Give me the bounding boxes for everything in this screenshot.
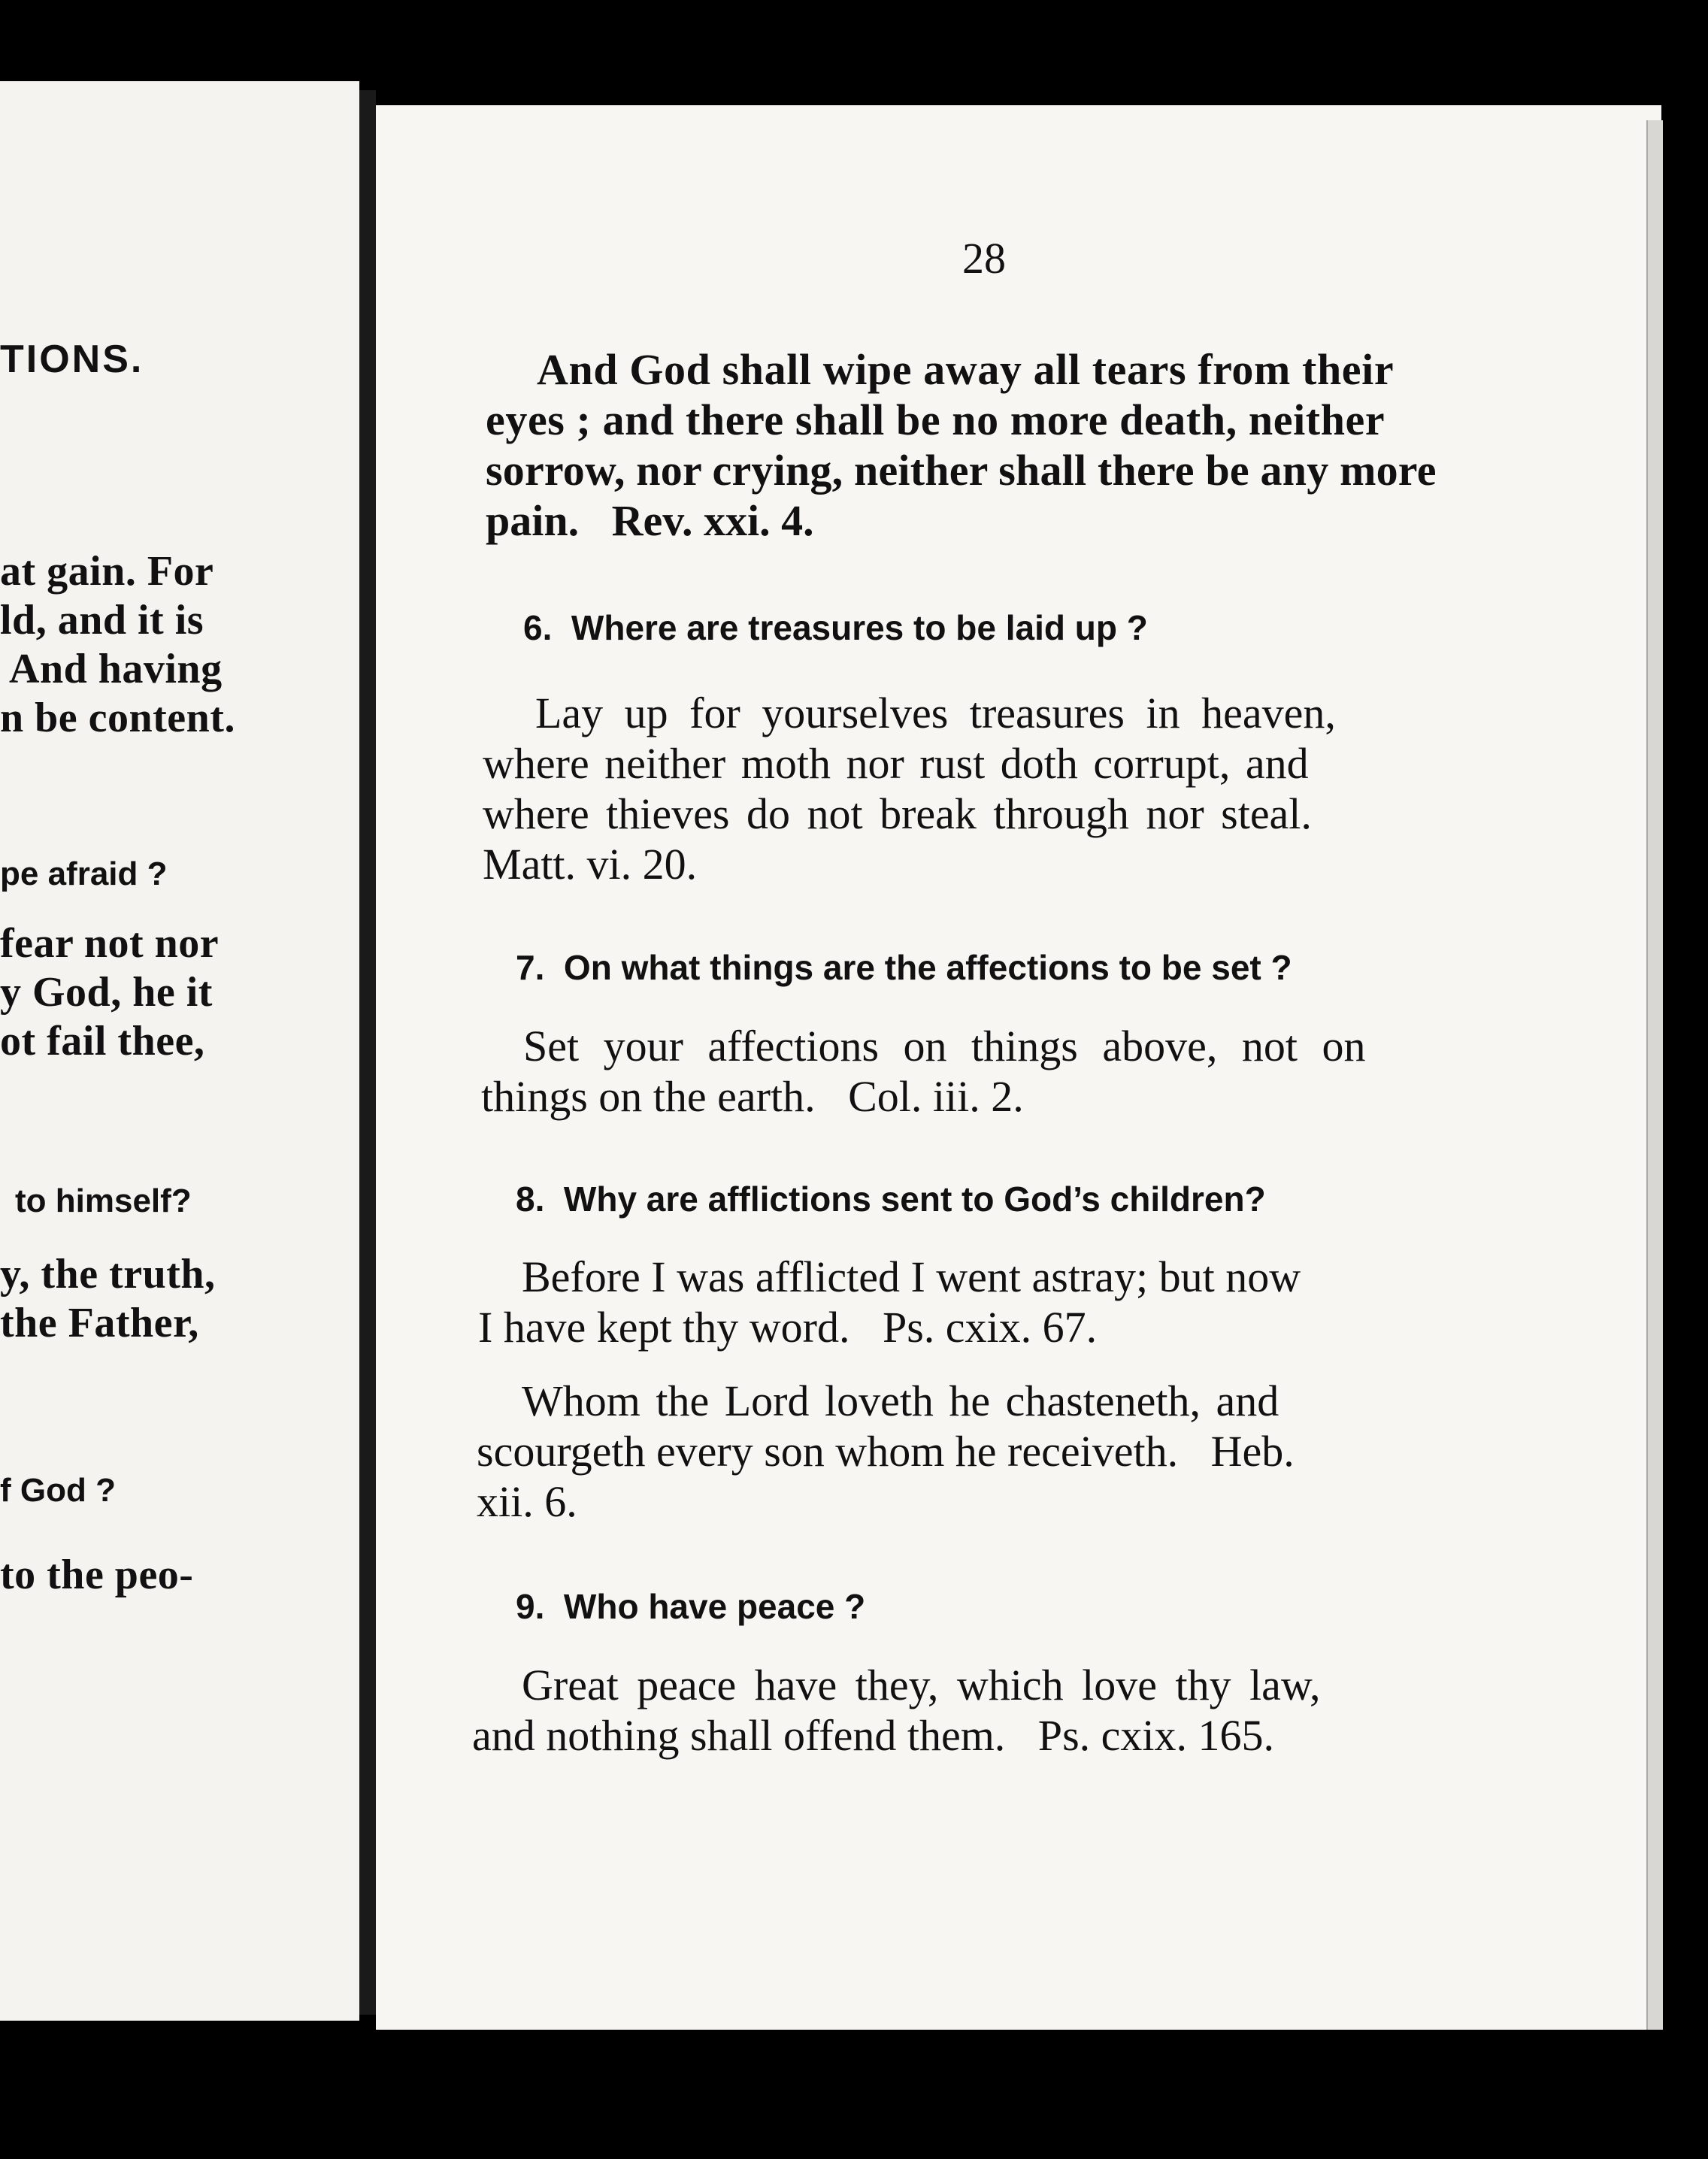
- body-line: where thieves do not break through nor steal.: [483, 789, 1312, 838]
- left-page-text-line: y, the truth,: [0, 1251, 216, 1298]
- body-line: Before I was afflicted I went astray; but now: [522, 1252, 1301, 1301]
- left-page-text-line: ld, and it is: [0, 597, 204, 643]
- page-edge: [1646, 120, 1663, 2030]
- body-line: xii. 6.: [477, 1477, 577, 1526]
- left-page-text-line: y God, he it: [0, 969, 213, 1016]
- body-line: Matt. vi. 20.: [483, 840, 698, 889]
- right-page: [376, 105, 1661, 2030]
- left-page-question-fragment: f God ?: [0, 1472, 116, 1509]
- body-line: things on the earth. Col. iii. 2.: [481, 1072, 1024, 1121]
- question-heading: 6. Where are treasures to be laid up ?: [523, 608, 1148, 647]
- page-number: 28: [962, 234, 1006, 283]
- left-page-text-line: And having: [9, 646, 223, 692]
- left-page-text-line: at gain. For: [0, 548, 214, 595]
- body-line: Whom the Lord loveth he chasteneth, and: [522, 1376, 1279, 1425]
- left-page-question-fragment: to himself?: [15, 1182, 192, 1219]
- left-page-question-fragment: pe afraid ?: [0, 855, 168, 892]
- body-line: Set your affections on things above, not on: [523, 1022, 1366, 1070]
- left-page-text-line: ot fail thee,: [0, 1018, 205, 1064]
- body-line: where neither moth nor rust doth corrupt, and: [483, 739, 1309, 788]
- body-line: scourgeth every son whom he receiveth. Heb.: [477, 1427, 1295, 1476]
- show-through-text: [429, 413, 437, 452]
- left-page: [0, 81, 359, 2021]
- body-line: sorrow, nor crying, neither shall there be any more: [486, 446, 1437, 495]
- body-line: Great peace have they, which love thy law,: [522, 1661, 1321, 1709]
- body-line: And God shall wipe away all tears from their: [537, 345, 1395, 394]
- left-page-text-line: n be content.: [0, 695, 235, 741]
- body-line: eyes ; and there shall be no more death, neither: [486, 395, 1385, 444]
- left-page-text-line: to the peo-: [0, 1552, 194, 1598]
- left-page-heading-fragment: TIONS.: [0, 338, 144, 381]
- question-heading: 8. Why are afflictions sent to God’s children?: [516, 1179, 1266, 1219]
- question-heading: 9. Who have peace ?: [516, 1587, 866, 1626]
- book-gutter: [359, 90, 376, 2015]
- body-line: pain. Rev. xxi. 4.: [486, 496, 814, 545]
- body-line: and nothing shall offend them. Ps. cxix. 165.: [472, 1711, 1274, 1760]
- left-page-text-line: fear not nor: [0, 920, 220, 967]
- body-line: Lay up for yourselves treasures in heaven,: [535, 689, 1336, 737]
- question-heading: 7. On what things are the affections to be set ?: [516, 948, 1292, 987]
- left-page-text-line: the Father,: [0, 1300, 199, 1346]
- body-line: I have kept thy word. Ps. cxix. 67.: [478, 1303, 1098, 1352]
